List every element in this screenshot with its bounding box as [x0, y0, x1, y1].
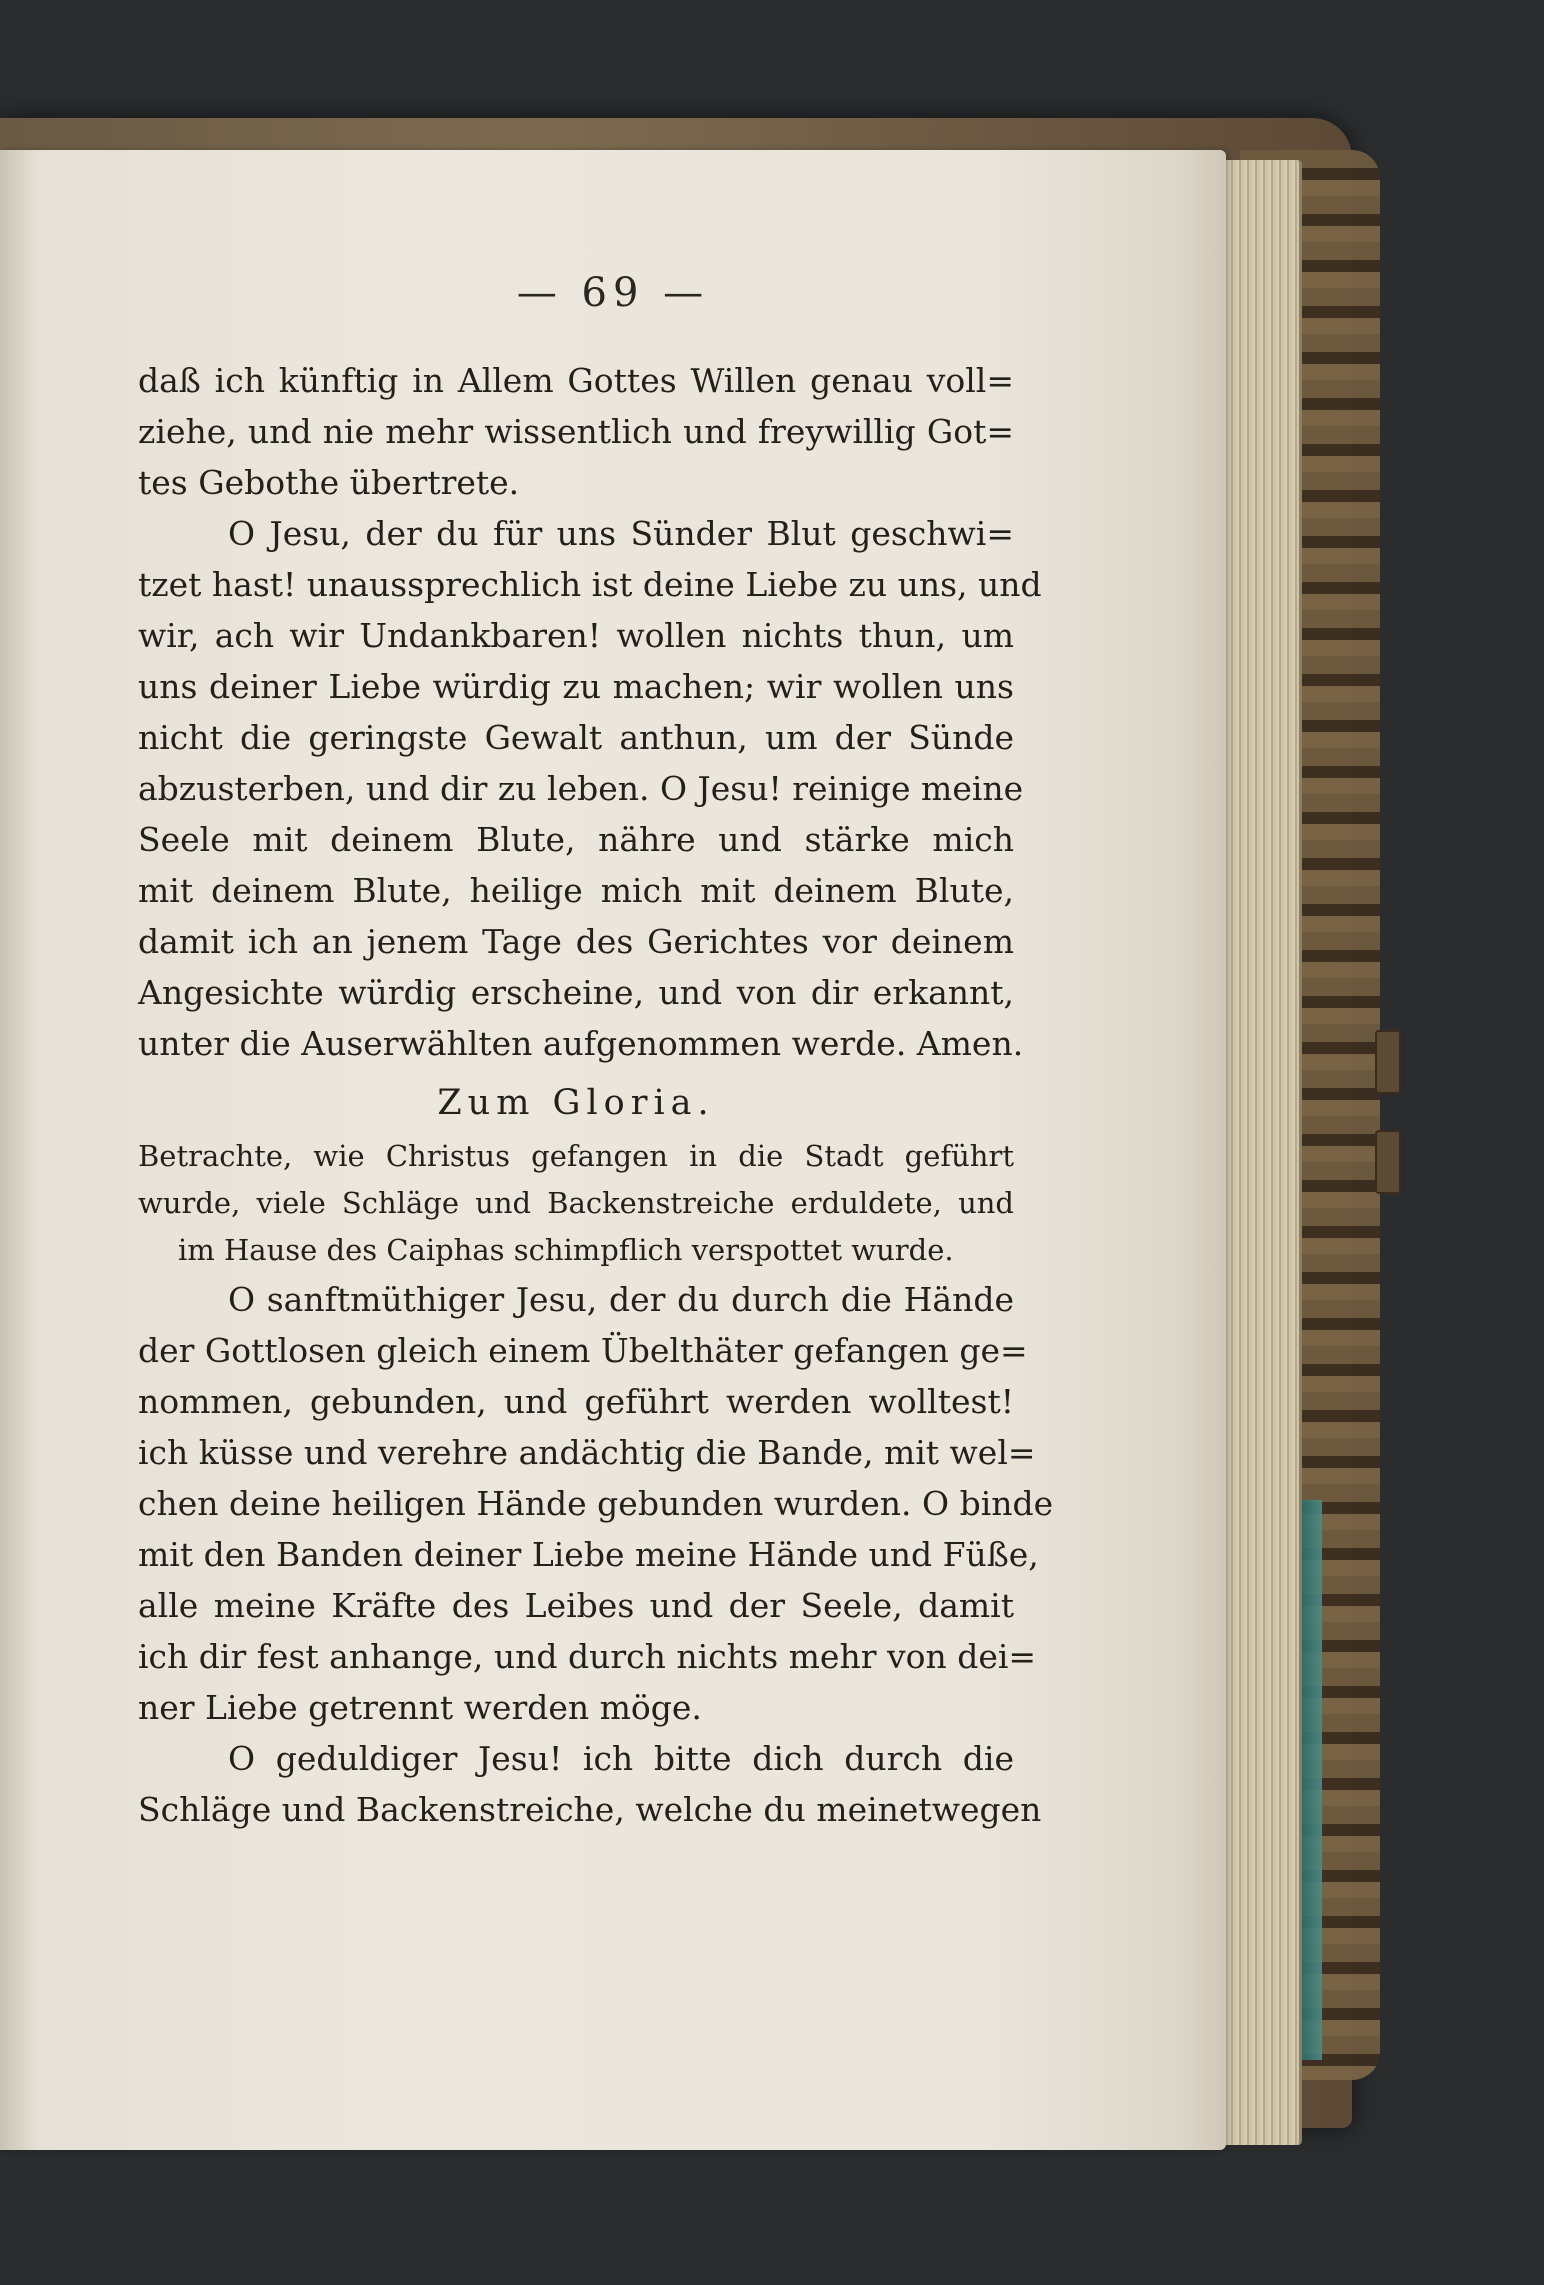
text-line: damit ich an jenem Tage des Gerichtes vor deinem — [138, 922, 1014, 961]
section-heading: Zum Gloria. — [437, 1083, 715, 1123]
text-line: abzusterben, und dir zu leben. O Jesu! reinige meine — [138, 769, 1024, 808]
paragraph-2 — [138, 508, 1042, 1069]
meditation-note — [138, 1133, 1014, 1274]
text-line: wurde, viele Schläge und Backenstreiche erduldete, und — [138, 1186, 1014, 1220]
text-line: ziehe, und nie mehr wissentlich und freywillig Got= — [138, 412, 1014, 451]
text-line: Betrachte, wie Christus gefangen in die Stadt geführt — [138, 1139, 1014, 1173]
text-line: O sanftmüthiger Jesu, der du durch die Hände — [228, 1280, 1014, 1319]
text-line: Seele mit deinem Blute, nähre und stärke mich — [138, 820, 1014, 859]
text-line: nommen, gebunden, und geführt werden wolltest! — [138, 1382, 1014, 1421]
paragraph-4 — [138, 1733, 1042, 1835]
book-page — [0, 150, 1226, 2150]
text-line: nicht die geringste Gewalt anthun, um der Sünde — [138, 718, 1014, 757]
text-line: ich dir fest anhange, und durch nichts mehr von dei= — [138, 1637, 1037, 1676]
page-text — [138, 355, 1054, 1835]
text-line: chen deine heiligen Hände gebunden wurden. O binde — [138, 1484, 1054, 1523]
text-line: Angesichte würdig erscheine, und von dir erkannt, — [138, 973, 1014, 1012]
text-line: daß ich künftig in Allem Gottes Willen genau voll= — [138, 361, 1014, 400]
clasp-upper — [1375, 1030, 1401, 1094]
text-line: tzet hast! unaussprechlich ist deine Liebe zu uns, und — [138, 565, 1042, 604]
text-line: O Jesu, der du für uns Sünder Blut geschwi= — [228, 514, 1014, 553]
text-line: im Hause des Caiphas schimpflich verspottet wurde. — [178, 1233, 954, 1267]
text-line: uns deiner Liebe würdig zu machen; wir wollen uns — [138, 667, 1014, 706]
text-line: ner Liebe getrennt werden möge. — [138, 1688, 702, 1727]
text-line: mit den Banden deiner Liebe meine Hände und Füße, — [138, 1535, 1039, 1574]
text-line: unter die Auserwählten aufgenommen werde. Amen. — [138, 1024, 1024, 1063]
endpaper-strip — [1300, 1500, 1322, 2060]
page-number: — 69 — — [516, 270, 710, 316]
paragraph-3 — [138, 1274, 1054, 1733]
text-line: ich küsse und verehre andächtig die Bande, mit wel= — [138, 1433, 1036, 1472]
text-line: wir, ach wir Undankbaren! wollen nichts thun, um — [138, 616, 1014, 655]
text-line: mit deinem Blute, heilige mich mit deinem Blute, — [138, 871, 1014, 910]
text-line: alle meine Kräfte des Leibes und der Seele, damit — [138, 1586, 1014, 1625]
text-line: tes Gebothe übertrete. — [138, 463, 520, 502]
text-line: O geduldiger Jesu! ich bitte dich durch die — [228, 1739, 1014, 1778]
text-line: der Gottlosen gleich einem Übelthäter gefangen ge= — [138, 1331, 1028, 1370]
clasp-lower — [1375, 1130, 1401, 1194]
paragraph-1 — [138, 355, 1014, 508]
text-line: Schläge und Backenstreiche, welche du meinetwegen — [138, 1790, 1042, 1829]
